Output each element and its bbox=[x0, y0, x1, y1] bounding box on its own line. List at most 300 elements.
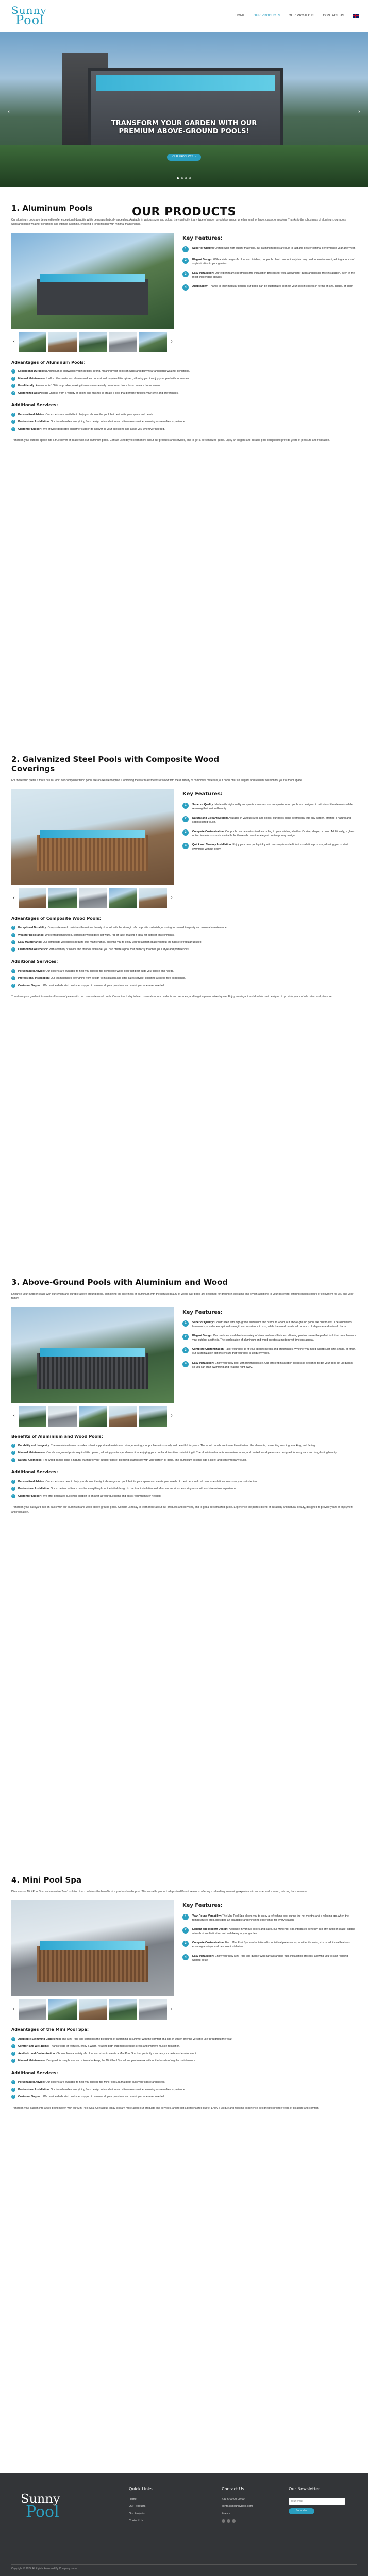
pool-wall bbox=[37, 1353, 148, 1389]
feature-item bbox=[182, 271, 357, 279]
feature-text bbox=[192, 284, 353, 291]
gallery-thumbnail[interactable] bbox=[19, 332, 47, 352]
section-row bbox=[11, 1307, 357, 1427]
check-icon: ✓ bbox=[12, 969, 15, 972]
services-text bbox=[18, 2080, 165, 2084]
feature-number-badge: 4 bbox=[182, 1361, 189, 1367]
feature-title: Adaptability: bbox=[192, 285, 209, 289]
contact-phone[interactable]: +33 6 00 00 00 00 bbox=[222, 2497, 245, 2501]
feature-item bbox=[182, 1320, 357, 1329]
advantages-item-title: Durability and Longevity: bbox=[18, 1444, 51, 1448]
advantages-item-desc: Our composite wood pools require little maintenance, allowing you to enjoy your relaxation space without the hassle of regular upkeep. bbox=[43, 941, 203, 944]
services bbox=[11, 402, 357, 431]
advantages-text bbox=[18, 384, 161, 388]
advantages-item bbox=[11, 940, 357, 944]
feature-text bbox=[192, 829, 357, 838]
advantages-text bbox=[18, 391, 179, 395]
services-item-desc: Our team handles everything from design to installation and after-sales service, ensuring a stress-free experience. bbox=[51, 976, 186, 980]
advantages-item-title: Minimal Maintenance: bbox=[18, 1451, 46, 1455]
advantages-title: Advantages of the Mini Pool Spa: bbox=[11, 2027, 89, 2032]
services-item-title: Professional Installation: bbox=[18, 2088, 50, 2091]
section-row bbox=[11, 233, 357, 352]
instagram-icon[interactable] bbox=[227, 2519, 230, 2523]
feature-description: Each Mini Pool Spa can be tailored to individual preferences, whether it's color, size or additional features, ensuring a unique and bespoke installation. bbox=[192, 1941, 351, 1949]
advantages-item-desc: Aluminum is 100% recyclable, making it an environmentally conscious choice for eco-aware homeowners. bbox=[36, 384, 161, 388]
feature-item bbox=[182, 1334, 357, 1342]
services-item bbox=[11, 984, 357, 988]
section-title: 1. Aluminum Pools bbox=[11, 204, 93, 213]
section-outro: Transform your garden into a natural haven of peace with our composite wood pools. Contact us today to learn more about our products and services, and to get a personalized quote. Enjoy an elegant and durable pool designed to provide years of relaxation and pleasure. bbox=[11, 995, 332, 998]
footer-quick-links bbox=[129, 2486, 153, 2526]
services-item bbox=[11, 976, 357, 980]
footer-link-projects[interactable]: Our Projects bbox=[129, 2512, 145, 2515]
advantages-item-desc: The Mini Pool Spa combines the pleasures of swimming in summer with the comfort of a spa in winter, offering versatile use throughout the year. bbox=[61, 2037, 232, 2041]
gallery-next-arrow-icon[interactable]: › bbox=[171, 2006, 173, 2012]
advantages-item bbox=[11, 926, 357, 930]
check-icon: ✓ bbox=[12, 369, 15, 373]
advantages-item bbox=[11, 1444, 357, 1448]
gallery-thumbnail[interactable] bbox=[109, 888, 137, 908]
check-icon: ✓ bbox=[12, 984, 15, 987]
gallery-main-image[interactable] bbox=[11, 233, 174, 329]
section-title: 2. Galvanized Steel Pools with Composite Wood Coverings bbox=[11, 755, 220, 773]
feature-title: Easy Installation: bbox=[192, 1955, 214, 1958]
advantages-item-desc: Composite wood combines the natural beauty of wood with the strength of composite materials, ensuring increased longevity and minimal maintenance. bbox=[47, 926, 227, 929]
services-item bbox=[11, 427, 357, 431]
feature-text bbox=[192, 271, 357, 279]
product-section-4 bbox=[11, 1875, 357, 2110]
feature-number-badge: 2 bbox=[182, 1334, 189, 1340]
feature-number-badge: 2 bbox=[182, 816, 189, 822]
feature-item bbox=[182, 829, 357, 838]
advantages-item bbox=[11, 933, 357, 937]
services-item-desc: We provide dedicated customer support to answer all your questions and assist you whenever needed. bbox=[43, 428, 165, 431]
image-gallery bbox=[11, 789, 174, 908]
feature-description: Constructed with high-grade aluminium and premium wood, our above-ground pools are built to last. The aluminium framework provides exceptional strength and resistance to rust, while the wood panels add a touch of elegance and natural charm. bbox=[192, 1321, 352, 1329]
linkedin-icon[interactable] bbox=[232, 2519, 236, 2523]
pool-wall bbox=[37, 835, 148, 871]
advantages-item-desc: Thanks to its jet features, enjoy a warm, relaxing bath that helps reduce stress and improve muscle relaxation. bbox=[50, 2044, 180, 2048]
footer-link-home[interactable]: Home bbox=[129, 2497, 137, 2501]
advantages-item bbox=[11, 384, 357, 388]
feature-item bbox=[182, 816, 357, 824]
pool-water bbox=[40, 830, 145, 838]
feature-text bbox=[192, 258, 357, 266]
gallery-thumbnails bbox=[11, 1999, 174, 2020]
gallery-next-arrow-icon[interactable]: › bbox=[171, 338, 173, 345]
services-item-desc: We provide dedicated customer support to answer all your questions and assist you whenever needed. bbox=[43, 2095, 165, 2098]
feature-number-badge: 4 bbox=[182, 284, 189, 291]
check-icon: ✓ bbox=[12, 1444, 15, 1447]
advantages-item bbox=[11, 2037, 357, 2041]
feature-title: Superior Quality: bbox=[192, 803, 214, 806]
advantages-item-title: Customized Aesthetics: bbox=[18, 948, 48, 952]
feature-text bbox=[192, 1927, 357, 1936]
product-section-3 bbox=[11, 1278, 357, 1514]
hero-prev-arrow-icon[interactable]: ‹ bbox=[8, 109, 10, 115]
advantages-item-title: Comfort and Well-Being: bbox=[18, 2044, 49, 2048]
feature-description: Our pools can be customized according to your wishes, whether it's size, shape, or color. Additionally, a glass option in various sizes is available for those who want an elegant contemporary design. bbox=[192, 830, 355, 838]
feature-title: Natural and Elegant Design: bbox=[192, 816, 228, 820]
feature-description: Tailor your pool to fit your specific needs and preferences. Whether you need a particular size, shape, or finish, our customization options ensure that your pool is uniquely yours. bbox=[192, 1348, 356, 1355]
newsletter-email-input[interactable]: Your email bbox=[289, 2498, 345, 2505]
advantages-item-desc: With a variety of colors and finishes available, you can create a pool that perfectly matches your style and preferences. bbox=[49, 948, 190, 952]
advantages-item-title: Minimal Maintenance: bbox=[18, 2059, 46, 2063]
services-item-desc: Our experts are here to help you choose the right above-ground pool that fits your space and meets your needs. Expect personalized recommendations to ensure your satisfaction. bbox=[45, 1480, 258, 1483]
feature-title: Elegant and Modern Design: bbox=[192, 1927, 229, 1931]
gallery-thumbnail[interactable] bbox=[139, 332, 168, 352]
feature-text bbox=[192, 843, 357, 851]
gallery-next-arrow-icon[interactable]: › bbox=[171, 1413, 173, 1419]
footer-logo-line2: Pool bbox=[26, 2502, 59, 2521]
feature-item bbox=[182, 1927, 357, 1936]
key-features bbox=[182, 233, 357, 352]
advantages-item-desc: The wood panels bring a natural warmth to your outdoor space, blending seamlessly with your garden or patio. The aluminium accents add a sleek and contemporary touch. bbox=[43, 1459, 247, 1462]
gallery-thumbnail[interactable] bbox=[139, 1999, 168, 2020]
nav-contact-us[interactable]: CONTACT US bbox=[323, 14, 344, 18]
feature-description: The Mini Pool Spa allows you to enjoy a refreshing pool during the hot months and a relaxing spa when the temperatures drop, providing an adaptable and enriching experience for every season. bbox=[192, 1914, 349, 1922]
feature-item bbox=[182, 1914, 357, 1922]
gallery-thumbnail[interactable] bbox=[79, 332, 107, 352]
gallery-thumbnails bbox=[11, 888, 174, 908]
feature-description: Available in various colors and sizes, our Mini Pool Spa integrates perfectly into any outdoor space, adding a touch of sophistication and well-being to your garden. bbox=[192, 1927, 355, 1935]
feature-item bbox=[182, 1954, 357, 1962]
services bbox=[11, 959, 357, 988]
check-icon: ✓ bbox=[12, 384, 15, 387]
image-gallery bbox=[11, 1307, 174, 1427]
footer-link-products[interactable]: Our Products bbox=[129, 2504, 146, 2508]
feature-title: Superior Quality: bbox=[192, 247, 214, 250]
feature-title: Easy Installation: bbox=[192, 1361, 214, 1365]
nav-our-products[interactable]: OUR PRODUCTS bbox=[253, 14, 280, 18]
advantages-item-title: Exceptional Durability: bbox=[18, 926, 47, 929]
services-item bbox=[11, 1487, 357, 1491]
services-item-title: Professional Installation: bbox=[18, 976, 50, 980]
feature-text bbox=[192, 1941, 357, 1949]
check-icon: ✓ bbox=[12, 976, 15, 979]
check-icon: ✓ bbox=[12, 2080, 15, 2083]
advantages bbox=[11, 916, 357, 952]
advantages-item-title: Minimal Maintenance: bbox=[18, 377, 46, 381]
newsletter-subscribe-button[interactable]: Subscribe bbox=[289, 2508, 314, 2514]
check-icon: ✓ bbox=[12, 2059, 15, 2062]
gallery-main-image[interactable] bbox=[11, 789, 174, 885]
advantages-item-desc: Unlike traditional wood, composite wood does not warp, rot, or fade, making it ideal for outdoor environments. bbox=[45, 933, 175, 937]
gallery-thumbnail[interactable] bbox=[109, 1406, 137, 1427]
feature-number-badge: 1 bbox=[182, 246, 189, 252]
services-text bbox=[18, 427, 165, 431]
advantages-text bbox=[18, 926, 227, 930]
copyright: Copyright © 2024 All Rights Reserved By Company name bbox=[11, 2567, 77, 2570]
advantages bbox=[11, 1434, 357, 1463]
footer-link-contact[interactable]: Contact Us bbox=[129, 2519, 143, 2522]
key-features bbox=[182, 1900, 357, 2020]
feature-number-badge: 1 bbox=[182, 1914, 189, 1920]
feature-description: Our pools are available in a variety of sizes and wood finishes, allowing you to choose the perfect look that complements your outdoor aesthetic. The combination of aluminium and wood creates a modern yet timeless appeal. bbox=[192, 1334, 356, 1342]
services-item-title: Professional Installation: bbox=[18, 1487, 50, 1491]
hero-pool-image bbox=[88, 68, 283, 150]
hero-button-label: OUR PRODUCTS bbox=[172, 155, 193, 159]
services-item bbox=[11, 969, 357, 973]
feature-description: Enjoy your new Mini Pool Spa quickly with our fast and no-fuss installation process, allowing you to start relaxing without delay. bbox=[192, 1955, 348, 1962]
feature-number-badge: 1 bbox=[182, 1320, 189, 1327]
nav-home[interactable]: HOME bbox=[235, 14, 245, 18]
feature-title: Complete Customization: bbox=[192, 830, 225, 834]
advantages-text bbox=[18, 1444, 316, 1448]
feature-description: Enjoy your new pool quickly with our simple and efficient installation process, allowing you to start swimming without delay. bbox=[192, 843, 348, 851]
advantages-item bbox=[11, 2044, 357, 2048]
advantages-item-desc: Unlike other materials, aluminum does not rust and requires little upkeep, allowing you to enjoy your pool without worries. bbox=[46, 377, 190, 381]
pool-water bbox=[40, 274, 145, 282]
check-icon: ✓ bbox=[12, 1487, 15, 1490]
advantages-item-title: Natural Aesthetics: bbox=[18, 1459, 43, 1462]
advantages bbox=[11, 360, 357, 396]
services-item bbox=[11, 2088, 357, 2092]
services-text bbox=[18, 1487, 237, 1491]
advantages-item-desc: Aluminum is lightweight yet incredibly strong, meaning your pool can withstand daily wear and harsh weather conditions. bbox=[47, 370, 190, 374]
advantages-text bbox=[18, 940, 202, 944]
slider-dot[interactable] bbox=[189, 177, 191, 179]
slider-dot[interactable] bbox=[185, 177, 187, 179]
feature-item bbox=[182, 1941, 357, 1949]
advantages-text bbox=[18, 947, 189, 952]
hero-next-arrow-icon[interactable]: › bbox=[358, 109, 360, 115]
key-features-title: Key Features: bbox=[182, 1309, 223, 1315]
section-intro: Our aluminum pools are designed to offer exceptional durability while being aesthetically appealing. Available in various sizes and colors, they perfectly fit any type of garden or outdoor space, whether small or large, classic or modern. Thanks to the robustness of aluminum, our pools withstand harsh weather conditions and intense sunshine, ensuring a long lifespan with minimal maintenance. bbox=[11, 218, 346, 226]
key-features-title: Key Features: bbox=[182, 235, 223, 241]
services-item-desc: Our team handles everything from design to installation and after-sales service, ensuring a stress-free experience. bbox=[51, 2088, 186, 2091]
services bbox=[11, 1469, 357, 1498]
services-item bbox=[11, 413, 357, 417]
services-item-desc: Our experts are available to help you choose the composite wood pool that best suits your space and needs. bbox=[45, 969, 174, 973]
section-intro: For those who prefer a more natural look, our composite wood pools are an excellent option. Combining the warm aesthetics of wood with the durability of composite materials, our pools offer an elegant and resilient solution for your outdoor space. bbox=[11, 779, 303, 782]
check-icon: ✓ bbox=[12, 1494, 15, 1498]
check-icon: ✓ bbox=[12, 1480, 15, 1483]
gallery-prev-arrow-icon[interactable]: ‹ bbox=[13, 1413, 15, 1419]
gallery-thumbnail[interactable] bbox=[79, 1406, 107, 1427]
feature-item bbox=[182, 803, 357, 811]
gallery-thumbnail[interactable] bbox=[109, 1999, 137, 2020]
check-icon: ✓ bbox=[12, 2095, 15, 2098]
services-item-title: Personalized Advice: bbox=[18, 969, 45, 973]
feature-description: Available in various sizes and colors, our pools blend seamlessly into any garden, offering a natural and sophisticated touch. bbox=[192, 816, 352, 824]
quick-links-title: Quick Links bbox=[129, 2487, 153, 2492]
newsletter-title: Our Newsletter bbox=[289, 2487, 320, 2492]
advantages-text bbox=[18, 377, 190, 381]
services-item-title: Professional Installation: bbox=[18, 420, 50, 424]
feature-number-badge: 4 bbox=[182, 843, 189, 849]
advantages-item bbox=[11, 1451, 357, 1455]
check-icon: ✓ bbox=[12, 377, 15, 380]
product-section-1 bbox=[11, 204, 357, 443]
gallery-thumbnail[interactable] bbox=[48, 1999, 77, 2020]
feature-number-badge: 3 bbox=[182, 1347, 189, 1353]
services-item-title: Personalized Advice: bbox=[18, 2080, 45, 2084]
pool-wall bbox=[37, 279, 148, 315]
gallery-thumbnails bbox=[11, 332, 174, 352]
section-row bbox=[11, 1900, 357, 2020]
contact-title: Contact Us bbox=[222, 2487, 244, 2492]
gallery-thumbnail[interactable] bbox=[19, 888, 47, 908]
services-item bbox=[11, 2095, 357, 2099]
gallery-thumbnail[interactable] bbox=[48, 1406, 77, 1427]
feature-number-badge: 4 bbox=[182, 1954, 189, 1960]
feature-number-badge: 3 bbox=[182, 271, 189, 277]
site-footer bbox=[0, 2473, 368, 2576]
product-section-2 bbox=[11, 755, 357, 999]
gallery-thumbnail[interactable] bbox=[19, 1999, 47, 2020]
page-title: OUR PRODUCTS bbox=[131, 206, 237, 218]
logo-line1: Sunny bbox=[11, 4, 47, 17]
advantages-title: Advantages of Aluminum Pools: bbox=[11, 360, 86, 365]
check-icon: ✓ bbox=[12, 420, 15, 423]
facebook-icon[interactable] bbox=[222, 2519, 225, 2523]
services-item-desc: Our experts are available to help you choose the pool that best suits your space and needs. bbox=[45, 413, 154, 417]
gallery-main-image[interactable] bbox=[11, 1307, 174, 1403]
gallery-thumbnails bbox=[11, 1406, 174, 1427]
gallery-prev-arrow-icon[interactable]: ‹ bbox=[13, 2006, 15, 2012]
hero-hedge bbox=[0, 145, 368, 187]
check-icon: ✓ bbox=[12, 940, 15, 944]
key-features bbox=[182, 1307, 357, 1427]
check-icon: ✓ bbox=[12, 2087, 15, 2091]
services-item-desc: Our team handles everything from design to installation and after-sales service, ensuring a stress-free experience. bbox=[51, 420, 186, 424]
logo-line2: Pool bbox=[15, 13, 44, 28]
feature-title: Superior Quality: bbox=[192, 1321, 214, 1325]
gallery-thumbnail[interactable] bbox=[48, 332, 77, 352]
image-gallery bbox=[11, 233, 174, 352]
pool-water bbox=[40, 1941, 145, 1950]
footer-contact bbox=[222, 2486, 253, 2528]
feature-text bbox=[192, 1320, 357, 1329]
contact-address: France bbox=[222, 2512, 231, 2515]
advantages-item bbox=[11, 377, 357, 381]
slider-dot[interactable] bbox=[177, 177, 179, 179]
section-outro: Transform your backyard into an oasis with our aluminium and wood above-ground pools. Contact us today to learn more about our products and services, and to get a personalized quote. Experience the perfect blend of durability and natural beauty, designed to provide years of enjoyment and relaxation. bbox=[11, 1506, 353, 1514]
main-nav bbox=[235, 14, 359, 19]
feature-number-badge: 3 bbox=[182, 829, 189, 836]
site-header bbox=[0, 0, 368, 32]
gallery-thumbnail[interactable] bbox=[19, 1406, 47, 1427]
feature-description: With a wide range of colors and finishes, our pools blend harmoniously into any outdoor environment, adding a touch of sophistication to your garden. bbox=[192, 258, 355, 266]
key-features-title: Key Features: bbox=[182, 1903, 223, 1909]
advantages-item bbox=[11, 1458, 357, 1462]
services-item-title: Customer Support: bbox=[18, 2095, 43, 2098]
hero-slider bbox=[0, 32, 368, 187]
feature-text bbox=[192, 1361, 357, 1369]
services-text bbox=[18, 976, 186, 980]
section-row bbox=[11, 789, 357, 908]
section-title: 4. Mini Pool Spa bbox=[11, 1875, 82, 1885]
services-item-desc: We offer dedicated customer support to answer all your questions and assist you whenever needed. bbox=[43, 1495, 162, 1498]
advantages-item-title: Weather Resistance: bbox=[18, 933, 44, 937]
advantages-item-desc: Choose from a variety of colors and sizes to create a Mini Pool Spa that perfectly matches your taste and environment. bbox=[56, 2052, 197, 2056]
social-icons bbox=[222, 2519, 253, 2525]
feature-text bbox=[192, 1914, 357, 1922]
feature-item bbox=[182, 258, 357, 266]
feature-title: Complete Customization: bbox=[192, 1941, 225, 1945]
advantages-item-title: Easy Maintenance: bbox=[18, 941, 42, 944]
gallery-main-image[interactable] bbox=[11, 1900, 174, 1996]
gallery-prev-arrow-icon[interactable]: ‹ bbox=[13, 338, 15, 345]
feature-title: Quick and Turnkey Installation: bbox=[192, 843, 232, 847]
check-icon: ✓ bbox=[12, 1458, 15, 1462]
advantages-item bbox=[11, 2059, 357, 2063]
services-text bbox=[18, 413, 154, 417]
footer-logo[interactable] bbox=[21, 2494, 60, 2519]
gallery-thumbnail[interactable] bbox=[139, 1406, 168, 1427]
advantages-item bbox=[11, 391, 357, 395]
feature-text bbox=[192, 246, 356, 252]
feature-text bbox=[192, 1334, 357, 1342]
gallery-thumbnail[interactable] bbox=[48, 888, 77, 908]
language-flag-icon[interactable] bbox=[353, 14, 359, 18]
slider-dot[interactable] bbox=[181, 177, 183, 179]
services bbox=[11, 2070, 357, 2099]
advantages-text bbox=[18, 2044, 180, 2048]
gallery-prev-arrow-icon[interactable]: ‹ bbox=[13, 895, 15, 901]
feature-description: Thanks to their modular design, our pools can be customized to meet your specific needs in terms of size, shape, or color. bbox=[209, 285, 354, 289]
hero-title bbox=[0, 120, 368, 135]
services-text bbox=[18, 984, 165, 988]
contact-email[interactable]: contact@sunnypool.com bbox=[222, 2504, 253, 2508]
advantages-item bbox=[11, 369, 357, 374]
advantages-item-title: Exceptional Durability: bbox=[18, 370, 47, 374]
check-icon: ✓ bbox=[12, 947, 15, 951]
gallery-thumbnail[interactable] bbox=[79, 1999, 107, 2020]
feature-title: Complete Customization: bbox=[192, 1348, 225, 1351]
services-item bbox=[11, 1480, 357, 1484]
advantages bbox=[11, 2027, 357, 2063]
services-item-desc: Our experts are available to help you choose the Mini Pool Spa that best suits your space and needs. bbox=[45, 2080, 165, 2084]
feature-title: Year-Round Versatility: bbox=[192, 1914, 222, 1918]
hero-title-text: TRANSFORM YOUR GARDEN WITH OUR PREMIUM ABOVE-GROUND POOLS! bbox=[111, 120, 257, 135]
feature-number-badge: 2 bbox=[182, 1927, 189, 1934]
key-features bbox=[182, 789, 357, 908]
section-title: 3. Above-Ground Pools with Aluminium and Wood bbox=[11, 1278, 228, 1287]
services-item-title: Personalized Advice: bbox=[18, 413, 45, 417]
advantages-item bbox=[11, 2052, 357, 2056]
services-text bbox=[18, 420, 186, 424]
advantages-title: Advantages of Composite Wood Pools: bbox=[11, 916, 101, 921]
check-icon: ✓ bbox=[12, 413, 15, 416]
gallery-thumbnail[interactable] bbox=[109, 332, 137, 352]
feature-number-badge: 3 bbox=[182, 1941, 189, 1947]
logo[interactable] bbox=[11, 6, 47, 26]
services-text bbox=[18, 2088, 186, 2092]
feature-title: Elegant Design: bbox=[192, 1334, 213, 1338]
advantages-item-title: Adaptable Swimming Experience: bbox=[18, 2037, 61, 2041]
gallery-next-arrow-icon[interactable]: › bbox=[171, 895, 173, 901]
gallery-thumbnail[interactable] bbox=[79, 888, 107, 908]
advantages-item-desc: The aluminium frame provides robust support and resists corrosion, ensuring your pool remains sturdy and beautiful for years. The wood panels are treated to withstand the elements, preventing warping, cracking, and fading. bbox=[51, 1444, 316, 1448]
nav-our-projects[interactable]: OUR PROJECTS bbox=[288, 14, 315, 18]
feature-number-badge: 2 bbox=[182, 258, 189, 264]
check-icon: ✓ bbox=[12, 391, 15, 395]
feature-item bbox=[182, 1347, 357, 1355]
advantages-text bbox=[18, 1458, 247, 1462]
services-title: Additional Services: bbox=[11, 2071, 58, 2076]
hero-products-button[interactable] bbox=[167, 154, 201, 161]
check-icon: ✓ bbox=[12, 2052, 15, 2055]
services-title: Additional Services: bbox=[11, 959, 58, 964]
feature-text bbox=[192, 1347, 357, 1355]
pool-water bbox=[40, 1348, 145, 1357]
gallery-thumbnail[interactable] bbox=[139, 888, 168, 908]
section-outro: Transform your outdoor space into a true haven of peace with our aluminum pools. Contact us today to learn more about our products and services, and to get a personalized quote. Enjoy an elegant and durable pool designed to provide years of pleasure and relaxation. bbox=[11, 439, 330, 443]
check-icon: ✓ bbox=[12, 926, 15, 929]
services-text bbox=[18, 1480, 258, 1484]
